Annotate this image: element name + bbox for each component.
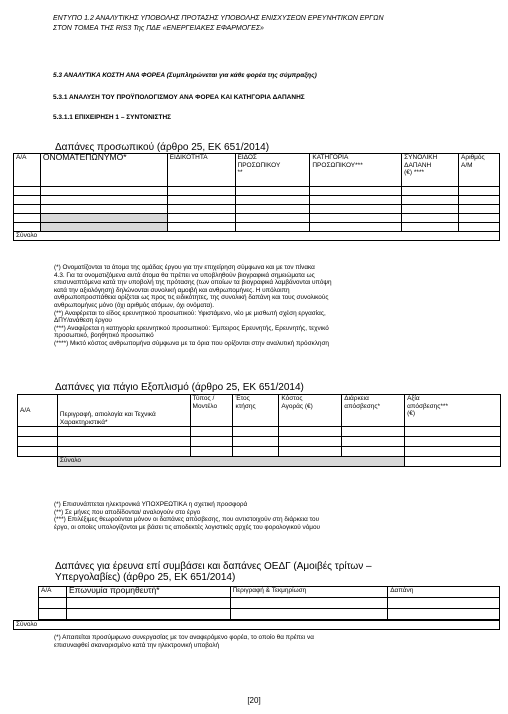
col-person-months: Αριθμός Α/Μ	[459, 154, 500, 187]
table-row	[14, 196, 500, 205]
page-number: [20]	[247, 696, 261, 705]
total-label: Σύνολο	[14, 232, 500, 241]
table-row	[14, 187, 500, 196]
col-description: Περιγραφή & Τεκμηρίωση	[230, 587, 388, 598]
col-year: Έτος κτήσης	[233, 395, 279, 427]
personnel-table	[13, 153, 500, 241]
col-description: Περιγραφή, αιτιολογία και Τεχνικά Χαρακτηριστικά*	[57, 395, 190, 427]
col-cost: Δαπάνη	[388, 587, 500, 598]
table-row	[14, 205, 500, 214]
contracts-table	[38, 586, 500, 620]
col-purchase-cost: Κόστος Αγοράς (€)	[279, 395, 342, 427]
personnel-header-row	[14, 154, 500, 187]
col-staff-type: ΕΙΔΟΣ ΠΡΟΣΩΠΙΚΟΥ **	[235, 154, 310, 187]
table-row	[14, 223, 500, 232]
total-label: Σύνολο	[16, 621, 38, 628]
total-label: Σύνολο	[57, 457, 404, 467]
equipment-table	[17, 394, 501, 467]
col-staff-category: ΚΑΤΗΓΟΡΙΑ ΠΡΟΣΩΠΙΚΟΥ***	[310, 154, 402, 187]
personnel-title: Δαπάνες προσωπικού (άρθρο 25, ΕΚ 651/2014)	[55, 142, 270, 153]
col-depreciation-duration: Διάρκεια απόσβεσης*	[342, 395, 405, 427]
equipment-notes: (*) Επισυνάπτεται ηλεκτρονικά ΥΠΟΧΡΕΩΤΙΚΑ η σχετική προσφορά (**) Σε μήνες που αποδίδονται/ αναλογούν στο έργο (***) Επιλέξιμες θεωρούνται μόνον οι δαπάνες απόσβεσης, που αντιστοιχούν στη διάρκεια του έργο, οι οποίες υπολογίζονται με βάσει τις αποδεκτές λογιστικές αρχές του φορολογικού νόμου	[54, 501, 320, 531]
header-line-2: ΣΤΟΝ ΤΟΜΕΑ ΤΗΣ RIS3 Της ΠΔΕ «ΕΝΕΡΓΕΙΑΚΕΣ ΕΦΑΡΜΟΓΕΣ»	[53, 25, 264, 32]
contracts-notes: (*) Απαιτείται προσύμφωνο συνεργασίας με τον αναφερόμενο φορέα, το οποίο θα πρέπει να επισυναφθεί σκαναρισμένο κατά την ηλεκτρονική υποβολή	[54, 634, 314, 649]
document-header	[53, 14, 384, 34]
table-row	[39, 609, 500, 620]
col-name: ΟΝΟΜΑΤΕΠΩΝΥΜΟ*	[40, 154, 167, 187]
section-5-3-1: 5.3.1 ΑΝΑΛΥΣΗ ΤΟΥ ΠΡΟΫΠΟΛΟΓΙΣΜΟΥ ΑΝΑ ΦΟΡΕΑ ΚΑΙ ΚΑΤΗΓΟΡΙΑ ΔΑΠΑΝΗΣ	[53, 94, 305, 101]
equipment-total-row	[18, 457, 501, 467]
table-row	[18, 447, 501, 457]
contracts-title: Δαπάνες για έρευνα επί συμβάσει και δαπάνες ΟΕΔΓ (Αμοιβές τρίτων – Υπεργολαβίες) (άρθρο 25, ΕΚ 651/2014)	[55, 561, 372, 583]
contracts-total-row	[13, 620, 500, 630]
equipment-title: Δαπάνες για πάγιο Εξοπλισμό (άρθρο 25, ΕΚ 651/2014)	[55, 382, 304, 393]
section-5-3-1-1: 5.3.1.1 ΕΠΙΧΕΙΡΗΣΗ 1 – ΣΥΝΤΟΝΙΣΤΗΣ	[53, 114, 172, 121]
table-row	[39, 598, 500, 609]
col-aa: Α/Α	[18, 395, 58, 427]
header-line-1: ΕΝΤΥΠΟ 1.2 ΑΝΑΛΥΤΙΚΗΣ ΥΠΟΒΟΛΗΣ ΠΡΟΤΑΣΗΣ ΥΠΟΒΟΛΗΣ ΕΝΙΣΧΥΣΕΩΝ ΕΡΕΥΝΗΤΙΚΩΝ ΕΡΓΩΝ	[53, 15, 384, 22]
table-row	[18, 427, 501, 437]
personnel-notes: (*) Ονοματίζονται τα άτομα της ομάδας έργου για την επιχείρηση σύμφωνα και με τον πίνακα 4.3. Για τα ονοματιζόμενα αυτά άτομα θα πρέπει να υποβληθούν βιογραφικά σημειώματα ως επισυναπτόμενα κατά την υποβολή της πρότασης (των οποίων τα βιογραφικά λαμβάνονται υπόψη κατά την αξιολόγηση) δηλώνονται συνολική αμοιβή και ανθρωπομήνες. Η υπόλοιπη ανθρωποπροσπάθεια ορίζεται ως προς τις ειδικότητες, της συνολική δαπάνη και τους συνολικούς ανθρωπομήνες μόνο (όχι αριθμός ατόμων, όχι ονόματα). (**) Αναφέρεται το είδος ερευνητικού προσωπικού: Υφιστάμενο, νέο με μισθωτή σχέση εργασίας, ΔΠΥ/ανάθεση έργου (***) Αναφέρεται η κατηγορία ερευνητικού προσωπικού: Έμπειρος Ερευνητής, Ερευνητής, τεχνικό προσωπικό, βοηθητικό προσωπικό (****) Μικτό κόστος ανθρωπομήνα σύμφωνα με τα όρια που ορίζονται στην αναλυτική πρόσκληση	[54, 264, 332, 347]
contracts-header-row	[39, 587, 500, 598]
col-aa: Α/Α	[39, 587, 67, 598]
section-5-3: 5.3 ΑΝΑΛΥΤΙΚΑ ΚΟΣΤΗ ΑΝΑ ΦΟΡΕΑ (Συμπληρώνεται για κάθε φορέα της σύμπραξης)	[53, 72, 317, 79]
col-aa: Α/Α	[14, 154, 41, 187]
personnel-total-row	[14, 232, 500, 241]
table-row	[18, 437, 501, 447]
equipment-header-row	[18, 395, 501, 427]
table-row	[14, 214, 500, 223]
col-total-cost: ΣΥΝΟΛΙΚΗ ΔΑΠΑΝΗ (€) ****	[402, 154, 459, 187]
col-depreciation-value: Αξία απόσβεσης*** (€)	[405, 395, 501, 427]
col-supplier: Επωνυμία προμηθευτή*	[66, 587, 230, 598]
col-specialty: ΕΙΔΙΚΟΤΗΤΑ	[167, 154, 235, 187]
col-model: Τύπος / Μοντέλο	[190, 395, 233, 427]
